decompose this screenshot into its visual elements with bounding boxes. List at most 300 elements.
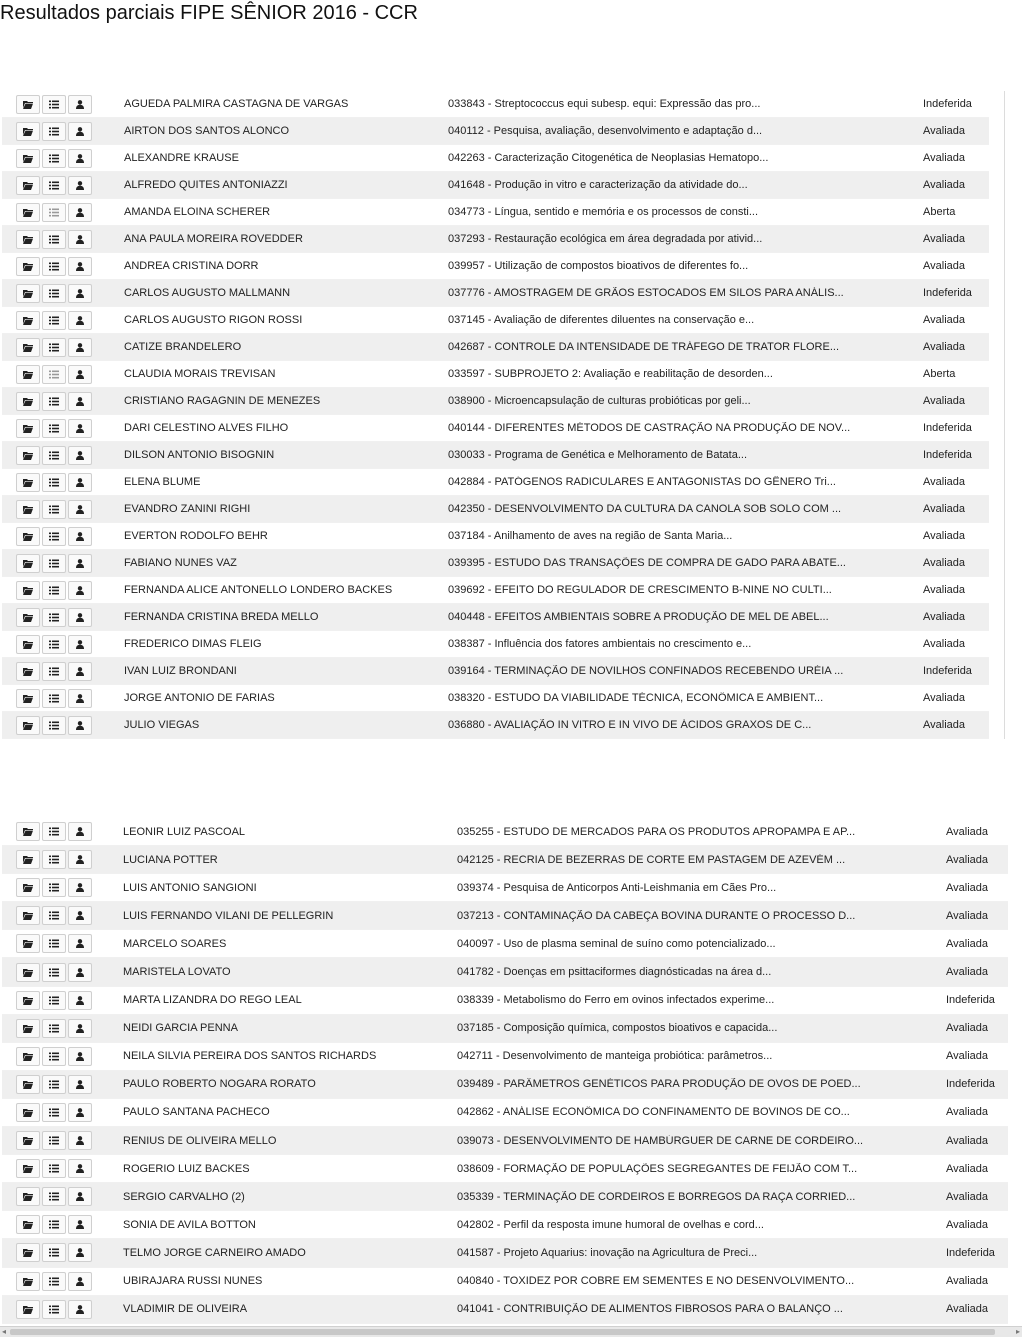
details-list-button[interactable] <box>42 257 66 276</box>
author-profile-button[interactable] <box>68 1103 92 1122</box>
author-profile-button[interactable] <box>68 1187 92 1206</box>
open-folder-button[interactable] <box>16 991 40 1010</box>
details-list-button[interactable] <box>42 1187 66 1206</box>
open-folder-button[interactable] <box>16 230 40 249</box>
researcher-name: SERGIO CARVALHO (2) <box>123 1190 245 1203</box>
details-list-button[interactable] <box>42 581 66 600</box>
open-folder-button[interactable] <box>16 1075 40 1094</box>
folder-icon <box>23 370 33 379</box>
open-folder-button[interactable] <box>16 554 40 573</box>
table-row <box>2 685 989 712</box>
details-list-button[interactable] <box>42 95 66 114</box>
researcher-name: RENIUS DE OLIVEIRA MELLO <box>123 1134 277 1147</box>
author-profile-button[interactable] <box>68 963 92 982</box>
researcher-name: LUCIANA POTTER <box>123 853 218 866</box>
folder-icon <box>23 1305 33 1314</box>
open-folder-button[interactable] <box>16 1187 40 1206</box>
horizontal-scrollbar[interactable] <box>0 1326 1022 1337</box>
row-actions <box>16 1243 94 1262</box>
table-row <box>2 846 1008 874</box>
row-actions <box>16 473 94 492</box>
project-title: 040840 - TOXIDEZ POR COBRE EM SEMENTES E NO DESENVOLVIMENTO... <box>457 1275 855 1288</box>
table-row <box>2 1183 1008 1211</box>
project-title: 037145 - Avaliação de diferentes diluentes na conservação e... <box>448 314 755 326</box>
user-icon <box>75 289 85 298</box>
author-profile-button[interactable] <box>68 473 92 492</box>
folder-icon <box>23 883 33 892</box>
open-folder-button[interactable] <box>16 95 40 114</box>
list-icon <box>49 613 59 622</box>
table-row <box>2 334 989 361</box>
list-icon <box>49 996 59 1005</box>
list-icon <box>49 640 59 649</box>
table-row <box>2 523 989 550</box>
table-row <box>2 118 989 145</box>
author-profile-button[interactable] <box>68 149 92 168</box>
user-icon <box>75 721 85 730</box>
project-title: 033843 - Streptococcus equi subesp. equi: Expressão das pro... <box>448 98 761 110</box>
details-list-button[interactable] <box>42 822 66 841</box>
list-icon <box>49 154 59 163</box>
researcher-name: AIRTON DOS SANTOS ALONCO <box>124 125 290 137</box>
user-icon <box>75 1108 85 1117</box>
folder-icon <box>23 289 33 298</box>
author-profile-button[interactable] <box>68 365 92 384</box>
table-row <box>2 987 1008 1015</box>
author-profile-button[interactable] <box>68 338 92 357</box>
folder-icon <box>23 181 33 190</box>
folder-icon <box>23 100 33 109</box>
author-profile-button[interactable] <box>68 1272 92 1291</box>
details-list-button[interactable] <box>42 1300 66 1319</box>
author-profile-button[interactable] <box>68 1047 92 1066</box>
project-title: 041587 - Projeto Aquarius: inovação na Agricultura de Preci... <box>457 1246 758 1259</box>
details-list-button[interactable] <box>42 473 66 492</box>
list-icon <box>49 181 59 190</box>
researcher-name: ANDREA CRISTINA DORR <box>124 260 259 272</box>
open-folder-button[interactable] <box>16 934 40 953</box>
row-actions <box>16 963 94 982</box>
project-title: 037185 - Composição química, compostos bioativos e capacida... <box>457 1022 778 1035</box>
author-profile-button[interactable] <box>68 635 92 654</box>
row-actions <box>16 822 94 841</box>
researcher-name: TELMO JORGE CARNEIRO AMADO <box>123 1246 306 1259</box>
table-row <box>2 550 989 577</box>
open-folder-button[interactable] <box>16 284 40 303</box>
status-label: Aberta <box>923 206 956 218</box>
list-icon <box>49 316 59 325</box>
user-icon <box>75 613 85 622</box>
folder-icon <box>23 1136 33 1145</box>
open-folder-button[interactable] <box>16 1131 40 1150</box>
details-list-button[interactable] <box>42 878 66 897</box>
folder-icon <box>23 343 33 352</box>
row-actions <box>16 1300 94 1319</box>
project-title: 042263 - Caracterização Citogenética de Neoplasias Hematopo... <box>448 152 769 164</box>
folder-icon <box>23 451 33 460</box>
folder-icon <box>23 939 33 948</box>
author-profile-button[interactable] <box>68 581 92 600</box>
table-row <box>2 1211 1008 1239</box>
project-title: 035255 - ESTUDO DE MERCADOS PARA OS PRODUTOS APROPAMPA E AP... <box>457 825 856 838</box>
author-profile-button[interactable] <box>68 689 92 708</box>
details-list-button[interactable] <box>42 1019 66 1038</box>
folder-icon <box>23 316 33 325</box>
table-row <box>2 199 989 226</box>
researcher-name: DARI CELESTINO ALVES FILHO <box>124 422 289 434</box>
open-folder-button[interactable] <box>16 1243 40 1262</box>
project-title: 034773 - Língua, sentido e memória e os processos de consti... <box>448 206 759 218</box>
open-folder-button[interactable] <box>16 1103 40 1122</box>
project-title: 040144 - DIFERENTES MÉTODOS DE CASTRAÇÃO NA PRODUÇÃO DE NOV... <box>448 422 851 434</box>
open-folder-button[interactable] <box>16 1215 40 1234</box>
user-icon <box>75 397 85 406</box>
researcher-name: SONIA DE AVILA BOTTON <box>123 1218 256 1231</box>
open-folder-button[interactable] <box>16 716 40 735</box>
open-folder-button[interactable] <box>16 581 40 600</box>
details-list-button[interactable] <box>42 527 66 546</box>
details-list-button[interactable] <box>42 203 66 222</box>
details-list-button[interactable] <box>42 1047 66 1066</box>
researcher-name: PAULO ROBERTO NOGARA RORATO <box>123 1078 316 1091</box>
status-label: Avaliada <box>923 179 965 191</box>
project-title: 042687 - CONTROLE DA INTENSIDADE DE TRÁFEGO DE TRATOR FLORE... <box>448 341 839 353</box>
row-actions <box>16 338 94 357</box>
folder-icon <box>23 559 33 568</box>
open-folder-button[interactable] <box>16 365 40 384</box>
user-icon <box>75 667 85 676</box>
details-list-button[interactable] <box>42 716 66 735</box>
author-profile-button[interactable] <box>68 608 92 627</box>
open-folder-button[interactable] <box>16 392 40 411</box>
details-list-button[interactable] <box>42 1103 66 1122</box>
list-icon <box>49 694 59 703</box>
folder-icon <box>23 1248 33 1257</box>
row-actions <box>16 527 94 546</box>
project-title: 039692 - EFEITO DO REGULADOR DE CRESCIMENTO B-NINE NO CULTI... <box>448 584 832 596</box>
folder-icon <box>23 127 33 136</box>
author-profile-button[interactable] <box>68 878 92 897</box>
details-list-button[interactable] <box>42 446 66 465</box>
project-title: 040097 - Uso de plasma seminal de suíno como potencializado... <box>457 937 776 950</box>
author-profile-button[interactable] <box>68 850 92 869</box>
author-profile-button[interactable] <box>68 991 92 1010</box>
table-row <box>2 1043 1008 1071</box>
researcher-name: CARLOS AUGUSTO RIGON ROSSI <box>124 314 303 326</box>
open-folder-button[interactable] <box>16 878 40 897</box>
table-row <box>2 361 989 388</box>
page-title: Resultados parciais FIPE SÊNIOR 2016 - CCR <box>0 2 418 24</box>
open-folder-button[interactable] <box>16 963 40 982</box>
details-list-button[interactable] <box>42 1159 66 1178</box>
list-icon <box>49 559 59 568</box>
researcher-name: CLAUDIA MORAIS TREVISAN <box>124 368 276 380</box>
project-title: 035339 - TERMINAÇÃO DE CORDEIROS E BORREGOS DA RAÇA CORRIED... <box>457 1190 856 1203</box>
open-folder-button[interactable] <box>16 1300 40 1319</box>
open-folder-button[interactable] <box>16 608 40 627</box>
open-folder-button[interactable] <box>16 176 40 195</box>
author-profile-button[interactable] <box>68 122 92 141</box>
author-profile-button[interactable] <box>68 1215 92 1234</box>
status-label: Avaliada <box>946 881 988 894</box>
open-folder-button[interactable] <box>16 635 40 654</box>
author-profile-button[interactable] <box>68 284 92 303</box>
status-label: Indeferida <box>946 994 995 1007</box>
row-actions <box>16 419 94 438</box>
details-list-button[interactable] <box>42 149 66 168</box>
details-list-button[interactable] <box>42 311 66 330</box>
row-actions <box>16 608 94 627</box>
author-profile-button[interactable] <box>68 95 92 114</box>
table-row <box>2 1015 1008 1043</box>
user-icon <box>75 694 85 703</box>
researcher-name: MARISTELA LOVATO <box>123 966 231 979</box>
author-profile-button[interactable] <box>68 230 92 249</box>
user-icon <box>75 154 85 163</box>
status-label: Avaliada <box>923 260 965 272</box>
open-folder-button[interactable] <box>16 689 40 708</box>
table-row <box>2 280 989 307</box>
list-icon <box>49 586 59 595</box>
project-title: 037776 - AMOSTRAGEM DE GRÃOS ESTOCADOS EM SILOS PARA ANÁLIS... <box>448 287 844 299</box>
author-profile-button[interactable] <box>68 1159 92 1178</box>
author-profile-button[interactable] <box>68 934 92 953</box>
scroll-right-icon[interactable]: ▸ <box>1015 1327 1020 1336</box>
list-icon <box>49 424 59 433</box>
list-icon <box>49 1192 59 1201</box>
open-folder-button[interactable] <box>16 338 40 357</box>
open-folder-button[interactable] <box>16 1019 40 1038</box>
table-row <box>2 902 1008 930</box>
author-profile-button[interactable] <box>68 716 92 735</box>
details-list-button[interactable] <box>42 689 66 708</box>
details-list-button[interactable] <box>42 365 66 384</box>
details-list-button[interactable] <box>42 1131 66 1150</box>
details-list-button[interactable] <box>42 392 66 411</box>
open-folder-button[interactable] <box>16 527 40 546</box>
project-title: 037184 - Anilhamento de aves na região de Santa Maria... <box>448 530 733 542</box>
author-profile-button[interactable] <box>68 257 92 276</box>
open-folder-button[interactable] <box>16 419 40 438</box>
row-actions <box>16 1159 94 1178</box>
user-icon <box>75 343 85 352</box>
status-label: Indeferida <box>923 98 972 110</box>
folder-icon <box>23 532 33 541</box>
author-profile-button[interactable] <box>68 1075 92 1094</box>
details-list-button[interactable] <box>42 1272 66 1291</box>
project-title: 037293 - Restauração ecológica em área degradada por ativid... <box>448 233 763 245</box>
list-icon <box>49 883 59 892</box>
researcher-name: UBIRAJARA RUSSI NUNES <box>123 1275 263 1288</box>
row-actions <box>16 689 94 708</box>
table-row <box>2 91 989 118</box>
open-folder-button[interactable] <box>16 122 40 141</box>
row-actions <box>16 95 94 114</box>
project-title: 040112 - Pesquisa, avaliação, desenvolvimento e adaptação d... <box>448 125 763 137</box>
details-list-button[interactable] <box>42 230 66 249</box>
table-1-right-border <box>1004 91 1005 739</box>
details-list-button[interactable] <box>42 850 66 869</box>
open-folder-button[interactable] <box>16 311 40 330</box>
table-row <box>2 1071 1008 1099</box>
researcher-name: AGUEDA PALMIRA CASTAGNA DE VARGAS <box>124 98 349 110</box>
table-row <box>2 172 989 199</box>
author-profile-button[interactable] <box>68 500 92 519</box>
author-profile-button[interactable] <box>68 419 92 438</box>
table-row <box>2 145 989 172</box>
folder-icon <box>23 505 33 514</box>
researcher-name: VLADIMIR DE OLIVEIRA <box>123 1303 248 1316</box>
details-list-button[interactable] <box>42 1243 66 1262</box>
details-list-button[interactable] <box>42 635 66 654</box>
list-icon <box>49 911 59 920</box>
details-list-button[interactable] <box>42 906 66 925</box>
details-list-button[interactable] <box>42 1215 66 1234</box>
row-actions <box>16 1019 94 1038</box>
list-icon <box>49 1024 59 1033</box>
table-row <box>2 604 989 631</box>
table-row <box>2 1239 1008 1267</box>
open-folder-button[interactable] <box>16 149 40 168</box>
folder-icon <box>23 1164 33 1173</box>
project-title: 037213 - CONTAMINAÇÃO DA CABEÇA BOVINA DURANTE O PROCESSO D... <box>457 909 856 922</box>
details-list-button[interactable] <box>42 500 66 519</box>
project-title: 041782 - Doenças em psittaciformes diagnósticadas na área d... <box>457 966 772 979</box>
status-label: Indeferida <box>946 1246 995 1259</box>
results-table-1 <box>2 91 989 739</box>
scrollbar-thumb[interactable] <box>10 1329 995 1335</box>
list-icon <box>49 1220 59 1229</box>
details-list-button[interactable] <box>42 991 66 1010</box>
project-title: 042862 - ANÁLISE ECONÔMICA DO CONFINAMENTO DE BOVINOS DE CO... <box>457 1106 850 1119</box>
researcher-name: CRISTIANO RAGAGNIN DE MENEZES <box>124 395 321 407</box>
author-profile-button[interactable] <box>68 1019 92 1038</box>
user-icon <box>75 939 85 948</box>
project-title: 038609 - FORMAÇÃO DE POPULAÇÕES SEGREGANTES DE FEIJÃO COM T... <box>457 1162 858 1175</box>
folder-icon <box>23 262 33 271</box>
user-icon <box>75 883 85 892</box>
user-icon <box>75 1192 85 1201</box>
author-profile-button[interactable] <box>68 1131 92 1150</box>
list-icon <box>49 370 59 379</box>
row-actions <box>16 1215 94 1234</box>
details-list-button[interactable] <box>42 338 66 357</box>
status-label: Avaliada <box>946 1050 988 1063</box>
row-actions <box>16 365 94 384</box>
table-row <box>2 253 989 280</box>
folder-icon <box>23 235 33 244</box>
details-list-button[interactable] <box>42 419 66 438</box>
table-row <box>2 658 989 685</box>
user-icon <box>75 911 85 920</box>
author-profile-button[interactable] <box>68 311 92 330</box>
open-folder-button[interactable] <box>16 1047 40 1066</box>
folder-icon <box>23 968 33 977</box>
open-folder-button[interactable] <box>16 1272 40 1291</box>
details-list-button[interactable] <box>42 176 66 195</box>
open-folder-button[interactable] <box>16 1159 40 1178</box>
researcher-name: ALFREDO QUITES ANTONIAZZI <box>124 179 288 191</box>
author-profile-button[interactable] <box>68 822 92 841</box>
details-list-button[interactable] <box>42 554 66 573</box>
researcher-name: MARTA LIZANDRA DO REGO LEAL <box>123 994 302 1007</box>
row-actions <box>16 203 94 222</box>
folder-icon <box>23 721 33 730</box>
author-profile-button[interactable] <box>68 203 92 222</box>
folder-icon <box>23 424 33 433</box>
open-folder-button[interactable] <box>16 203 40 222</box>
author-profile-button[interactable] <box>68 1243 92 1262</box>
author-profile-button[interactable] <box>68 176 92 195</box>
researcher-name: ANA PAULA MOREIRA ROVEDDER <box>124 233 303 245</box>
row-actions <box>16 662 94 681</box>
author-profile-button[interactable] <box>68 906 92 925</box>
author-profile-button[interactable] <box>68 392 92 411</box>
details-list-button[interactable] <box>42 608 66 627</box>
row-actions <box>16 581 94 600</box>
status-label: Avaliada <box>923 530 965 542</box>
list-icon <box>49 127 59 136</box>
author-profile-button[interactable] <box>68 446 92 465</box>
scroll-left-icon[interactable]: ◂ <box>2 1327 7 1336</box>
researcher-name: FREDERICO DIMAS FLEIG <box>124 638 262 650</box>
open-folder-button[interactable] <box>16 446 40 465</box>
list-icon <box>49 968 59 977</box>
status-label: Avaliada <box>923 638 965 650</box>
project-title: 042125 - RECRIA DE BEZERRAS DE CORTE EM PASTAGEM DE AZEVÉM ... <box>457 853 846 866</box>
status-label: Avaliada <box>946 1162 988 1175</box>
open-folder-button[interactable] <box>16 257 40 276</box>
details-list-button[interactable] <box>42 122 66 141</box>
status-label: Avaliada <box>946 853 988 866</box>
details-list-button[interactable] <box>42 662 66 681</box>
project-title: 042711 - Desenvolvimento de manteiga probiótica: parâmetros... <box>457 1050 773 1063</box>
open-folder-button[interactable] <box>16 822 40 841</box>
details-list-button[interactable] <box>42 963 66 982</box>
user-icon <box>75 1277 85 1286</box>
open-folder-button[interactable] <box>16 500 40 519</box>
details-list-button[interactable] <box>42 934 66 953</box>
table-row <box>2 1127 1008 1155</box>
researcher-name: ELENA BLUME <box>124 476 201 488</box>
user-icon <box>75 370 85 379</box>
folder-icon <box>23 1220 33 1229</box>
folder-icon <box>23 911 33 920</box>
author-profile-button[interactable] <box>68 662 92 681</box>
project-title: 041041 - CONTRIBUIÇÃO DE ALIMENTOS FIBROSOS PARA O BALANÇO ... <box>457 1303 843 1316</box>
open-folder-button[interactable] <box>16 850 40 869</box>
author-profile-button[interactable] <box>68 527 92 546</box>
results-table-2 <box>2 818 1008 1324</box>
project-title: 038387 - Influência dos fatores ambientais no crescimento e... <box>448 638 752 650</box>
folder-icon <box>23 640 33 649</box>
user-icon <box>75 208 85 217</box>
open-folder-button[interactable] <box>16 906 40 925</box>
table-row <box>2 226 989 253</box>
details-list-button[interactable] <box>42 1075 66 1094</box>
folder-icon <box>23 208 33 217</box>
open-folder-button[interactable] <box>16 473 40 492</box>
status-label: Avaliada <box>923 719 965 731</box>
folder-icon <box>23 855 33 864</box>
author-profile-button[interactable] <box>68 1300 92 1319</box>
author-profile-button[interactable] <box>68 554 92 573</box>
user-icon <box>75 1220 85 1229</box>
list-icon <box>49 827 59 836</box>
table-row <box>2 818 1008 846</box>
details-list-button[interactable] <box>42 284 66 303</box>
open-folder-button[interactable] <box>16 662 40 681</box>
